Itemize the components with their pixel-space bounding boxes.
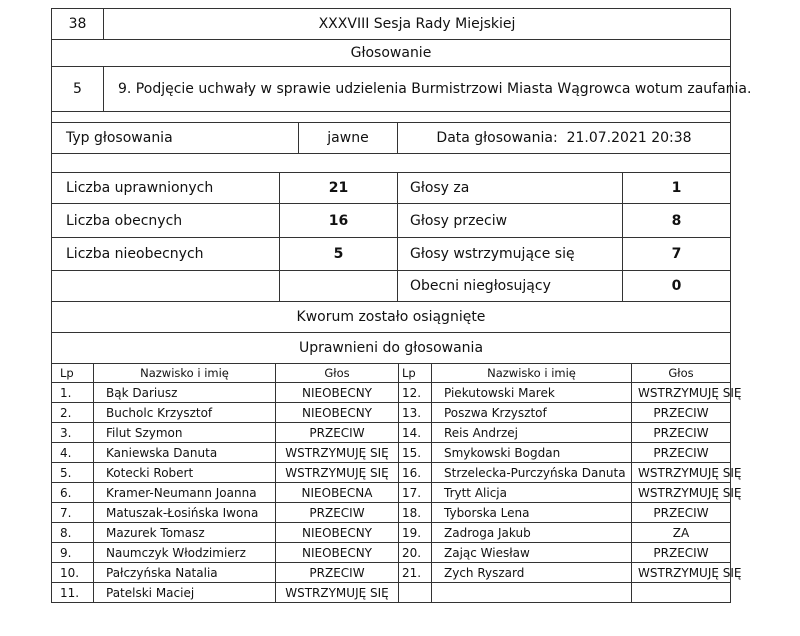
present-label: Liczba obecnych [52, 204, 280, 238]
for-label: Głosy za [398, 173, 623, 204]
col-vote-right: Głos [632, 364, 731, 383]
header-table [51, 8, 752, 123]
vote-cell: PRZECIW [632, 403, 731, 423]
name-cell: Kramer-Neumann Joanna [94, 483, 276, 503]
name-cell: Pałczyńska Natalia [94, 563, 276, 583]
voters-header-row [52, 364, 731, 383]
name-cell: Smykowski Bogdan [432, 443, 632, 463]
lp-cell: 14. [399, 423, 432, 443]
vote-date-label: Data głosowania: [436, 130, 558, 146]
lp-cell: 4. [52, 443, 94, 463]
vote-cell: NIEOBECNA [276, 483, 399, 503]
for-value: 1 [623, 173, 731, 204]
absent-value: 5 [280, 238, 398, 271]
name-cell: Trytt Alicja [432, 483, 632, 503]
vote-cell: NIEOBECNY [276, 543, 399, 563]
lp-cell: 6. [52, 483, 94, 503]
spacer-row [52, 112, 731, 123]
vote-cell: WSTRZYMUJĘ SIĘ [632, 383, 731, 403]
eligible-title: Uprawnieni do głosowania [52, 333, 731, 364]
lp-cell: 8. [52, 523, 94, 543]
name-cell: Strzelecka-Purczyńska Danuta [432, 463, 632, 483]
quorum-status: Kworum zostało osiągnięte [52, 302, 731, 333]
vote-cell: WSTRZYMUJĘ SIĘ [276, 463, 399, 483]
vote-cell: PRZECIW [632, 543, 731, 563]
name-cell: Zając Wiesław [432, 543, 632, 563]
lp-cell [399, 583, 432, 603]
vote-date [398, 123, 731, 154]
lp-cell: 11. [52, 583, 94, 603]
abstain-label: Głosy wstrzymujące się [398, 238, 623, 271]
name-cell [432, 583, 632, 603]
lp-cell: 5. [52, 463, 94, 483]
name-cell: Piekutowski Marek [432, 383, 632, 403]
session-number: 38 [52, 9, 104, 40]
summary-table [51, 172, 731, 364]
voting-document [51, 8, 752, 603]
vote-type-label: Typ głosowania [52, 123, 299, 154]
session-title: XXXVIII Sesja Rady Miejskiej [104, 9, 731, 40]
nonvoting-label: Obecni niegłosujący [398, 271, 623, 302]
lp-cell: 2. [52, 403, 94, 423]
lp-cell: 9. [52, 543, 94, 563]
name-cell: Kotecki Robert [94, 463, 276, 483]
lp-cell: 17. [399, 483, 432, 503]
table-row [52, 503, 731, 523]
table-row [52, 483, 731, 503]
name-cell: Filut Szymon [94, 423, 276, 443]
nonvoting-value: 0 [623, 271, 731, 302]
voters-table [51, 363, 742, 603]
lp-cell: 19. [399, 523, 432, 543]
vote-cell [632, 583, 731, 603]
name-cell: Naumczyk Włodzimierz [94, 543, 276, 563]
spacer-row [52, 154, 731, 173]
against-value: 8 [623, 204, 731, 238]
vote-cell: PRZECIW [632, 423, 731, 443]
lp-cell: 18. [399, 503, 432, 523]
vote-cell: PRZECIW [276, 423, 399, 443]
vote-info-table [51, 122, 731, 173]
table-row [52, 543, 731, 563]
section-title: Głosowanie [52, 40, 731, 67]
item-number: 5 [52, 67, 104, 112]
col-vote-left: Głos [276, 364, 399, 383]
lp-cell: 7. [52, 503, 94, 523]
vote-cell: WSTRZYMUJĘ SIĘ [632, 463, 731, 483]
name-cell: Zadroga Jakub [432, 523, 632, 543]
table-row [52, 583, 731, 603]
name-cell: Tyborska Lena [432, 503, 632, 523]
vote-cell: WSTRZYMUJĘ SIĘ [276, 443, 399, 463]
table-row [52, 463, 731, 483]
vote-cell: PRZECIW [276, 503, 399, 523]
col-lp-left: Lp [52, 364, 94, 383]
empty-cell [52, 271, 280, 302]
vote-cell: WSTRZYMUJĘ SIĘ [632, 483, 731, 503]
lp-cell: 10. [52, 563, 94, 583]
vote-cell: PRZECIW [276, 563, 399, 583]
name-cell: Reis Andrzej [432, 423, 632, 443]
eligible-value: 21 [280, 173, 398, 204]
table-row [52, 383, 731, 403]
name-cell: Bąk Dariusz [94, 383, 276, 403]
present-value: 16 [280, 204, 398, 238]
col-name-right: Nazwisko i imię [432, 364, 632, 383]
against-label: Głosy przeciw [398, 204, 623, 238]
lp-cell: 12. [399, 383, 432, 403]
table-row [52, 423, 731, 443]
vote-cell: PRZECIW [632, 443, 731, 463]
vote-cell: ZA [632, 523, 731, 543]
table-row [52, 443, 731, 463]
vote-date-value: 21.07.2021 20:38 [566, 130, 692, 146]
name-cell: Bucholc Krzysztof [94, 403, 276, 423]
abstain-value: 7 [623, 238, 731, 271]
vote-cell: NIEOBECNY [276, 403, 399, 423]
name-cell: Poszwa Krzysztof [432, 403, 632, 423]
name-cell: Mazurek Tomasz [94, 523, 276, 543]
vote-cell: WSTRZYMUJĘ SIĘ [276, 583, 399, 603]
name-cell: Zych Ryszard [432, 563, 632, 583]
eligible-label: Liczba uprawnionych [52, 173, 280, 204]
lp-cell: 20. [399, 543, 432, 563]
lp-cell: 1. [52, 383, 94, 403]
vote-cell: PRZECIW [632, 503, 731, 523]
item-title: 9. Podjęcie uchwały w sprawie udzielenia Burmistrzowi Miasta Wągrowca wotum zaufania. [104, 67, 731, 112]
empty-cell [280, 271, 398, 302]
vote-cell: NIEOBECNY [276, 523, 399, 543]
col-lp-right: Lp [399, 364, 432, 383]
table-row [52, 563, 731, 583]
lp-cell: 21. [399, 563, 432, 583]
vote-type-value: jawne [299, 123, 398, 154]
name-cell: Matuszak-Łosińska Iwona [94, 503, 276, 523]
vote-cell: NIEOBECNY [276, 383, 399, 403]
col-name-left: Nazwisko i imię [94, 364, 276, 383]
name-cell: Kaniewska Danuta [94, 443, 276, 463]
lp-cell: 13. [399, 403, 432, 423]
lp-cell: 16. [399, 463, 432, 483]
table-row [52, 523, 731, 543]
name-cell: Patelski Maciej [94, 583, 276, 603]
lp-cell: 3. [52, 423, 94, 443]
table-row [52, 403, 731, 423]
absent-label: Liczba nieobecnych [52, 238, 280, 271]
lp-cell: 15. [399, 443, 432, 463]
vote-cell: WSTRZYMUJĘ SIĘ [632, 563, 731, 583]
